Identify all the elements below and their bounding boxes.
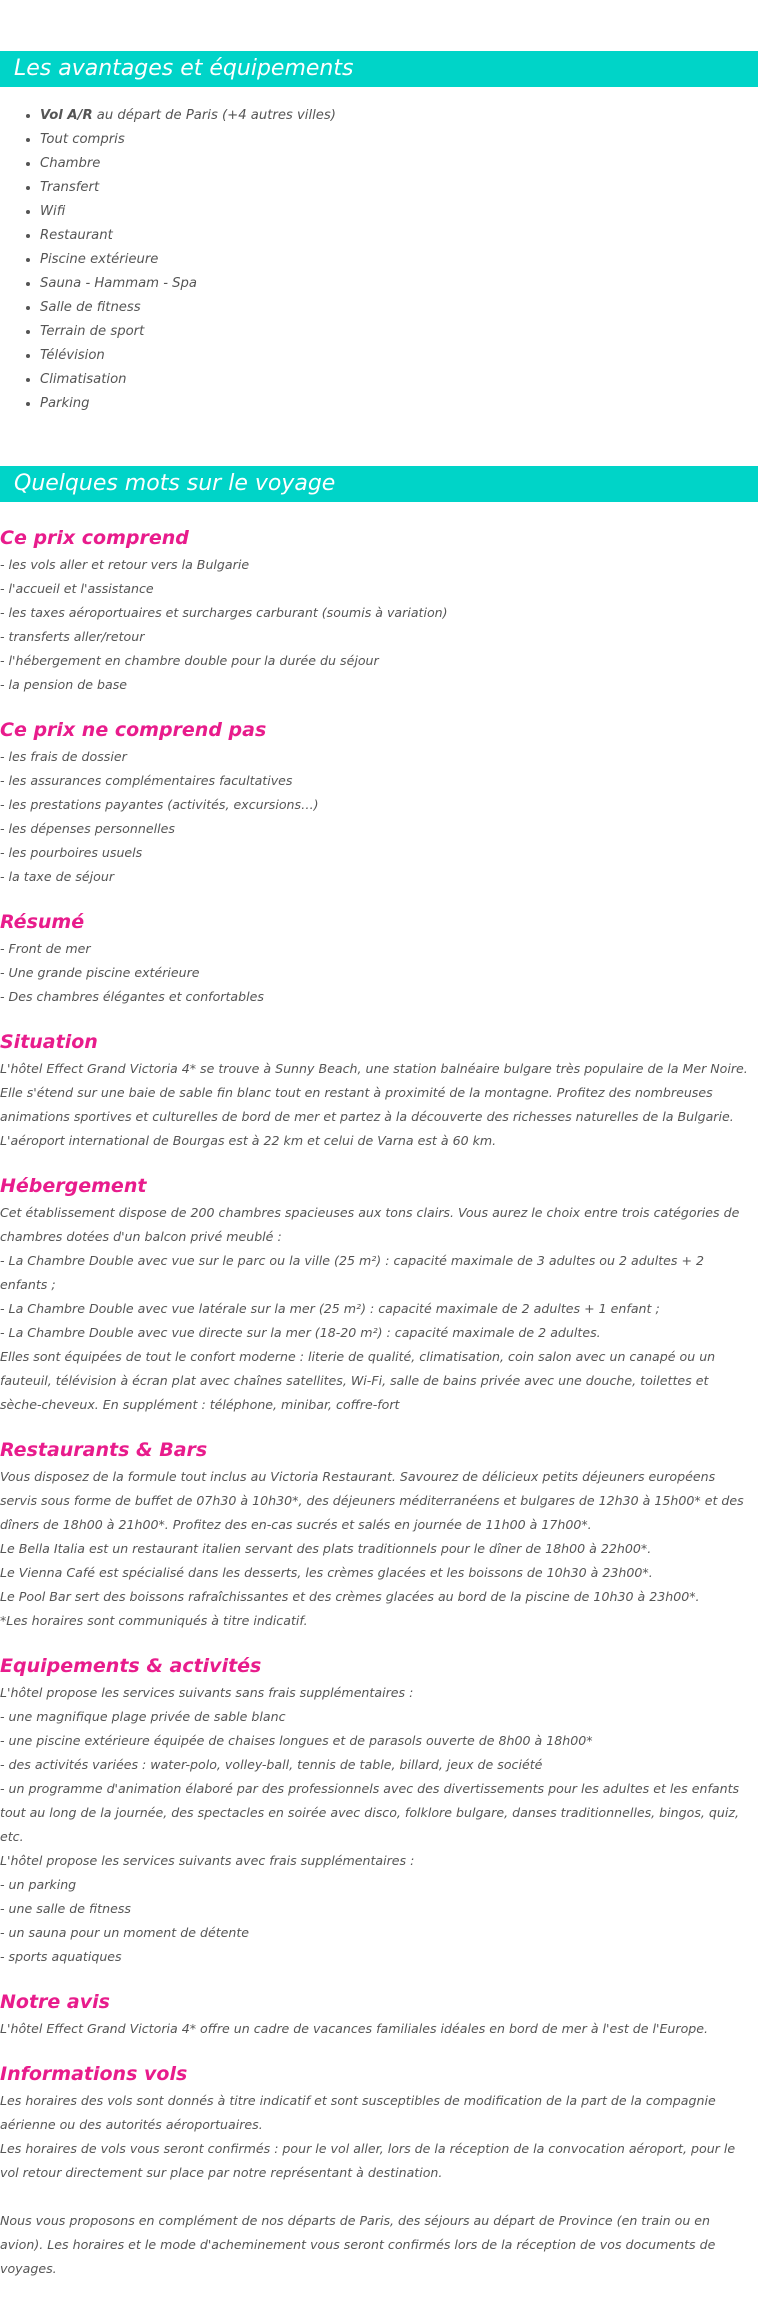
section-line: - une magnifique plage privée de sable blanc [0, 1709, 286, 1724]
feature-item: • Télévision [40, 344, 336, 368]
section-line: - l'accueil et l'assistance [0, 581, 154, 596]
section-line: Le Vienna Café est spécialisé dans les desserts, les crèmes glacées et les boissons de 10h30 à 23h00*. [0, 1565, 653, 1580]
section-line: - Une grande piscine extérieure [0, 965, 200, 980]
section-summary [0, 907, 750, 1009]
feature-item: • Tout compris [40, 128, 336, 152]
section-line: - Front de mer [0, 941, 91, 956]
feature-item: • Climatisation [40, 368, 336, 392]
section-line: - les dépenses personnelles [0, 821, 175, 836]
features-list [18, 104, 336, 416]
section-line: - transferts aller/retour [0, 629, 145, 644]
feature-item: • Piscine extérieure [40, 248, 336, 272]
section-line: - des activités variées : water-polo, volley-ball, tennis de table, billard, jeux de société [0, 1757, 543, 1772]
section-line: - sports aquatiques [0, 1949, 122, 1964]
section-line: - un programme d'animation élaboré par des professionnels avec des divertissements pour les adultes et les enfants tout au long de la journée, des spectacles en soirée avec disco, folklore bulgare, danses traditionnelles, bingos, quiz, etc. [0, 1781, 740, 1844]
section-heading: Informations vols [0, 2063, 188, 2085]
section-line: L'hôtel propose les services suivants sans frais supplémentaires : [0, 1685, 414, 1700]
feature-item-flight-rest: au départ de Paris (+4 autres villes) [92, 108, 336, 123]
section-line: - La Chambre Double avec vue latérale sur la mer (25 m²) : capacité maximale de 2 adultes + 1 enfant ; [0, 1301, 660, 1316]
section-line: - une salle de fitness [0, 1901, 131, 1916]
section-line: - les taxes aéroportuaires et surcharges carburant (soumis à variation) [0, 605, 448, 620]
feature-item: • Terrain de sport [40, 320, 336, 344]
section-line: - les frais de dossier [0, 749, 127, 764]
section-heading: Equipements & activités [0, 1655, 262, 1677]
section-line: *Les horaires sont communiqués à titre indicatif. [0, 1613, 308, 1628]
section-facilities-activities [0, 1651, 750, 1969]
trip-title: Quelques mots sur le voyage [14, 471, 336, 496]
feature-item: • Transfert [40, 176, 336, 200]
section-heading: Hébergement [0, 1175, 147, 1197]
section-line: Le Pool Bar sert des boissons rafraîchissantes et des crèmes glacées au bord de la piscine de 10h30 à 23h00*. [0, 1589, 700, 1604]
section-line: - la taxe de séjour [0, 869, 115, 884]
section-line: Les horaires de vols vous seront confirmés : pour le vol aller, lors de la réception de la convocation aéroport, pour le vol retour directement sur place par notre représentant à destination. [0, 2141, 736, 2180]
feature-item-flight-bold: Vol A/R [40, 108, 93, 123]
trip-header [0, 466, 758, 502]
features-header [0, 51, 758, 87]
section-line: L'hôtel Effect Grand Victoria 4* offre un cadre de vacances familiales idéales en bord de mer à l'est de l'Europe. [0, 2021, 709, 2036]
section-flight-info [0, 2059, 750, 2281]
section-price-excludes [0, 715, 750, 889]
trip-content [0, 523, 750, 2299]
section-line: - Des chambres élégantes et confortables [0, 989, 264, 1004]
section-line: - les pourboires usuels [0, 845, 143, 860]
section-heading: Situation [0, 1031, 98, 1053]
section-our-opinion [0, 1987, 750, 2041]
section-heading: Ce prix ne comprend pas [0, 719, 267, 741]
section-heading: Restaurants & Bars [0, 1439, 208, 1461]
spacer [0, 2185, 750, 2209]
features-title: Les avantages et équipements [14, 56, 354, 81]
section-line: - la pension de base [0, 677, 128, 692]
feature-item: • Restaurant [40, 224, 336, 248]
section-heading: Notre avis [0, 1991, 110, 2013]
section-accommodation [0, 1171, 750, 1417]
section-line: Cet établissement dispose de 200 chambres spacieuses aux tons clairs. Vous aurez le choix entre trois catégories de chambres dotées d'un balcon privé meublé : [0, 1205, 740, 1244]
section-restaurants-bars [0, 1435, 750, 1633]
section-line: L'hôtel Effect Grand Victoria 4* se trouve à Sunny Beach, une station balnéaire bulgare très populaire de la Mer Noire. Elle s'étend sur une baie de sable fin blanc tout en restant à proximité de la montagne. Profitez des nombreuses animations sportives et culturelles de bord de mer et partez à la découverte des richesses naturelles de la Bulgarie. L'aéroport international de Bourgas est à 22 km et celui de Varna est à 60 km. [0, 1061, 748, 1148]
section-line: Vous disposez de la formule tout inclus au Victoria Restaurant. Savourez de délicieux petits déjeuners européens servis sous forme de buffet de 07h30 à 10h30*, des déjeuners méditerranéens et bulgares de 12h30 à 15h00* et des dîners de 18h00 à 21h00*. Profitez des en-cas sucrés et salés en journée de 11h00 à 17h00*. [0, 1469, 744, 1532]
feature-item: • Salle de fitness [40, 296, 336, 320]
section-line: - les assurances complémentaires facultatives [0, 773, 293, 788]
section-line: Le Bella Italia est un restaurant italien servant des plats traditionnels pour le dîner de 18h00 à 22h00*. [0, 1541, 652, 1556]
feature-item-flight [40, 104, 336, 128]
section-heading: Résumé [0, 911, 85, 933]
section-price-includes [0, 523, 750, 697]
feature-item: • Wifi [40, 200, 336, 224]
section-line: - La Chambre Double avec vue directe sur la mer (18-20 m²) : capacité maximale de 2 adultes. [0, 1325, 601, 1340]
section-line: Nous vous proposons en complément de nos départs de Paris, des séjours au départ de Province (en train ou en avion). Les horaires et le mode d'acheminement vous seront confirmés lors de la réception de vos documents de voyages. [0, 2213, 716, 2276]
section-line: L'hôtel propose les services suivants avec frais supplémentaires : [0, 1853, 415, 1868]
section-line: - La Chambre Double avec vue sur le parc ou la ville (25 m²) : capacité maximale de 3 adultes ou 2 adultes + 2 enfants ; [0, 1253, 705, 1292]
feature-item: • Parking [40, 392, 336, 416]
feature-item: • Sauna - Hammam - Spa [40, 272, 336, 296]
feature-item: • Chambre [40, 152, 336, 176]
section-location [0, 1027, 750, 1153]
section-line: Elles sont équipées de tout le confort moderne : literie de qualité, climatisation, coin salon avec un canapé ou un fauteuil, télévision à écran plat avec chaînes satellites, Wi-Fi, salle de bains privée avec une douche, toilettes et sèche-cheveux. En supplément : téléphone, minibar, coffre-fort [0, 1349, 716, 1412]
section-line: - un parking [0, 1877, 77, 1892]
section-heading: Ce prix comprend [0, 527, 189, 549]
section-line: - une piscine extérieure équipée de chaises longues et de parasols ouverte de 8h00 à 18h00* [0, 1733, 593, 1748]
section-line: - un sauna pour un moment de détente [0, 1925, 250, 1940]
section-line: - les prestations payantes (activités, excursions…) [0, 797, 319, 812]
section-line: - l'hébergement en chambre double pour la durée du séjour [0, 653, 379, 668]
section-line: - les vols aller et retour vers la Bulgarie [0, 557, 250, 572]
section-line: Les horaires des vols sont donnés à titre indicatif et sont susceptibles de modification de la part de la compagnie aérienne ou des autorités aéroportuaires. [0, 2093, 716, 2132]
